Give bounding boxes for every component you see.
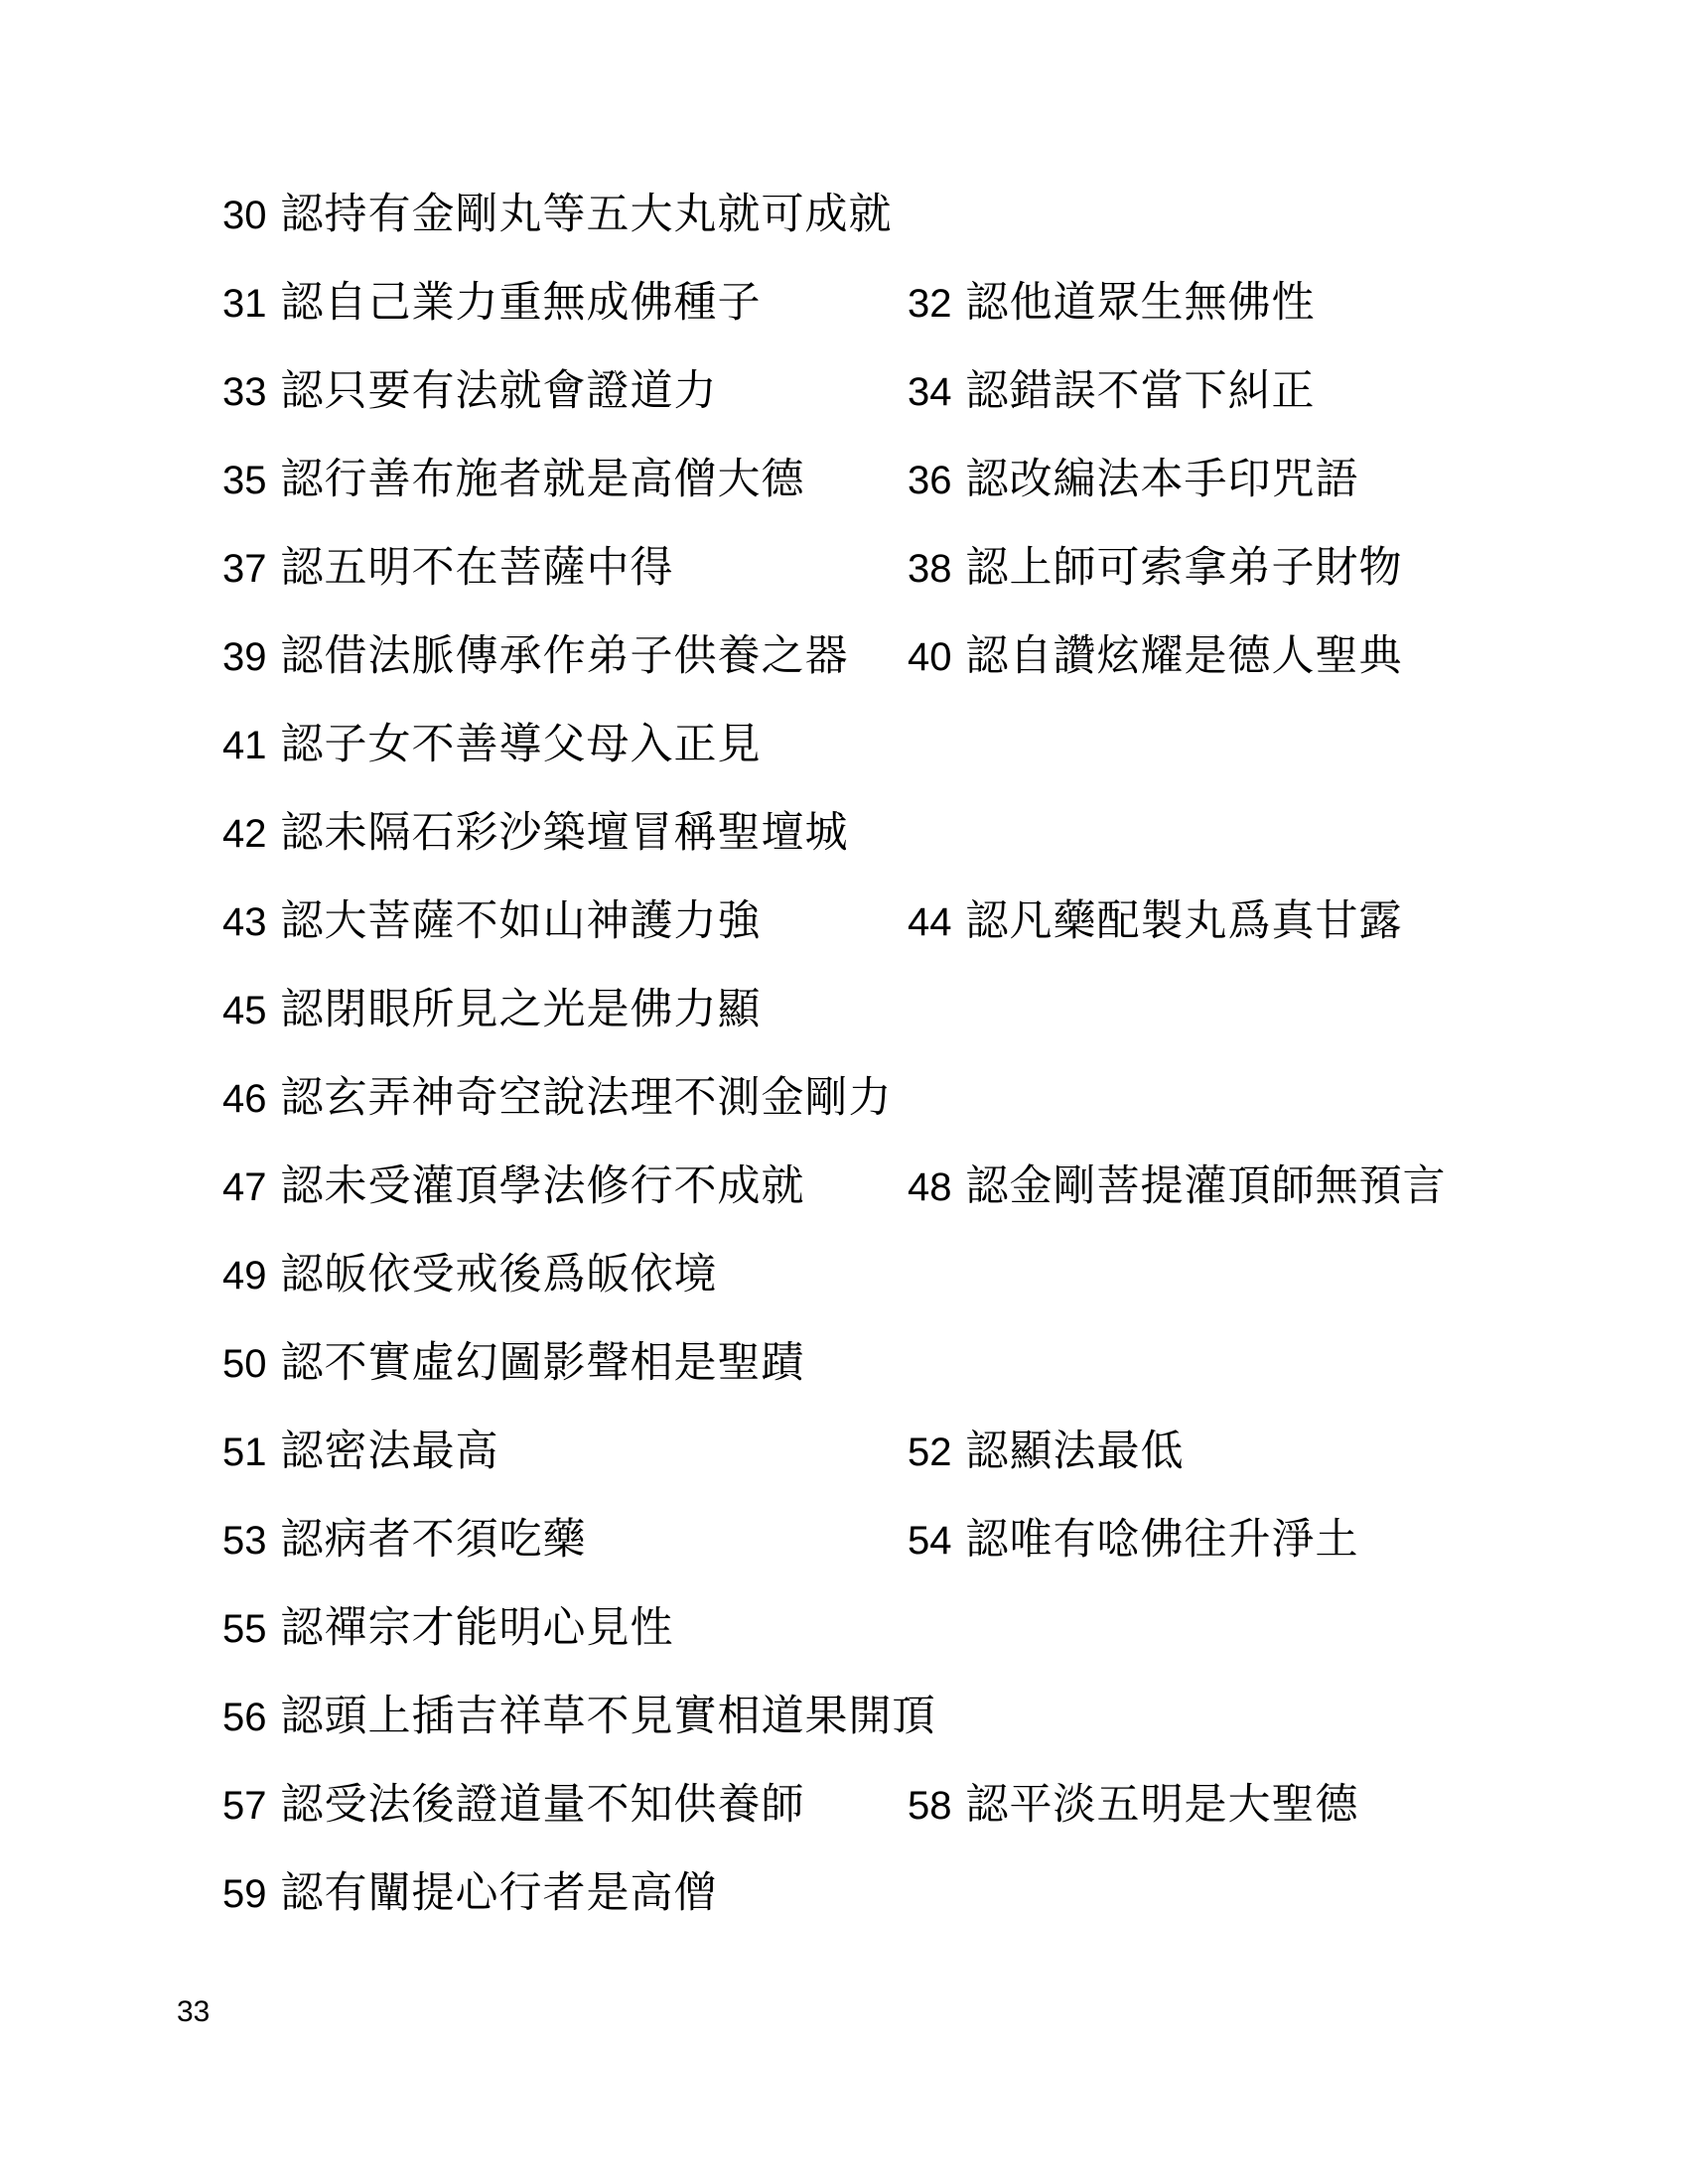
item-number: 32	[908, 281, 952, 326]
list-row	[222, 1673, 1513, 1761]
item-text: 認大菩薩不如山神護力強	[280, 895, 762, 946]
list-item-right	[908, 436, 1359, 525]
item-number: 34	[908, 369, 952, 414]
list-item-right	[908, 524, 1403, 614]
list-item-left	[222, 1584, 908, 1674]
list-item-left	[222, 1761, 908, 1850]
list-row	[222, 1054, 1513, 1143]
list-item-left	[222, 1673, 936, 1762]
item-number: 57	[222, 1783, 267, 1828]
list-item-left	[222, 1231, 908, 1320]
list-item-left	[222, 524, 908, 614]
item-text: 認不實虛幻圖影聲相是聖蹟	[280, 1337, 805, 1388]
item-text: 認他道眾生無佛性	[965, 277, 1316, 328]
list-item-left	[222, 1408, 908, 1497]
item-number: 47	[222, 1164, 267, 1209]
list-item-left	[222, 1849, 908, 1939]
list-item-left	[222, 1054, 908, 1144]
item-number: 50	[222, 1341, 267, 1386]
list-item-left	[222, 1319, 908, 1409]
list-item-right	[908, 1496, 1359, 1585]
item-number: 55	[222, 1606, 267, 1651]
item-text: 認凡藥配製丸爲真甘露	[965, 895, 1403, 946]
item-number: 49	[222, 1253, 267, 1297]
item-number: 33	[222, 369, 267, 414]
list-item-left	[222, 171, 908, 260]
item-text: 認改編法本手印咒語	[965, 454, 1359, 504]
item-text: 認皈依受戒後爲皈依境	[280, 1249, 718, 1299]
page-number: 33	[177, 1995, 211, 2028]
item-text: 認玄弄神奇空說法理不測金剛力	[280, 1072, 893, 1123]
item-text: 認受法後證道量不知供養師	[280, 1779, 805, 1830]
item-text: 認自讚炫耀是德人聖典	[965, 630, 1403, 681]
item-number: 41	[222, 723, 267, 767]
item-number: 36	[908, 458, 952, 502]
item-number: 43	[222, 899, 267, 944]
item-number: 37	[222, 546, 267, 591]
item-text: 認金剛菩提灌頂師無預言	[965, 1160, 1447, 1211]
list-row	[222, 1496, 1513, 1584]
item-number: 30	[222, 193, 267, 237]
item-text: 認頭上插吉祥草不見實相道果開頂	[280, 1691, 936, 1741]
list-row	[222, 171, 1513, 259]
list-row	[222, 1143, 1513, 1231]
item-number: 31	[222, 281, 267, 326]
list-item-right	[908, 1408, 1185, 1497]
list-row	[222, 1761, 1513, 1849]
item-number: 35	[222, 458, 267, 502]
list-item-right	[908, 259, 1316, 348]
list-item-right	[908, 347, 1316, 437]
list-row	[222, 524, 1513, 613]
item-text: 認未受灌頂學法修行不成就	[280, 1160, 805, 1211]
item-number: 42	[222, 811, 267, 856]
list-item-left	[222, 1496, 908, 1585]
item-number: 48	[908, 1164, 952, 1209]
item-text: 認錯誤不當下糾正	[965, 365, 1316, 416]
numbered-list	[222, 171, 1513, 1938]
item-text: 認子女不善導父母入正見	[280, 719, 762, 769]
list-item-right	[908, 1761, 1359, 1850]
item-number: 45	[222, 988, 267, 1032]
list-row	[222, 613, 1513, 701]
item-text: 認唯有唸佛往升淨土	[965, 1514, 1359, 1565]
list-row	[222, 436, 1513, 524]
item-text: 認平淡五明是大聖德	[965, 1779, 1359, 1830]
item-number: 53	[222, 1518, 267, 1563]
item-number: 46	[222, 1076, 267, 1121]
item-text: 認只要有法就會證道力	[280, 365, 718, 416]
item-text: 認五明不在菩薩中得	[280, 542, 674, 593]
item-text: 認未隔石彩沙築壇冒稱聖壇城	[280, 807, 849, 858]
list-item-left	[222, 259, 908, 348]
item-text: 認病者不須吃藥	[280, 1514, 587, 1565]
item-number: 51	[222, 1430, 267, 1474]
list-row	[222, 1849, 1513, 1938]
list-item-left	[222, 1143, 908, 1232]
item-number: 38	[908, 546, 952, 591]
list-item-left	[222, 878, 908, 967]
list-row	[222, 701, 1513, 789]
item-text: 認行善布施者就是高僧大德	[280, 454, 805, 504]
item-text: 認持有金剛丸等五大丸就可成就	[280, 189, 893, 239]
item-text: 認禪宗才能明心見性	[280, 1602, 674, 1653]
list-item-left	[222, 436, 908, 525]
list-item-left	[222, 789, 908, 879]
list-row	[222, 878, 1513, 966]
list-row	[222, 1319, 1513, 1408]
item-number: 54	[908, 1518, 952, 1563]
item-text: 認自己業力重無成佛種子	[280, 277, 762, 328]
item-text: 認上師可索拿弟子財物	[965, 542, 1403, 593]
item-text: 認有闡提心行者是高僧	[280, 1867, 718, 1918]
list-item-left	[222, 701, 908, 790]
list-row	[222, 259, 1513, 347]
list-row	[222, 789, 1513, 878]
list-item-right	[908, 613, 1403, 702]
list-item-right	[908, 1143, 1447, 1232]
item-number: 39	[222, 634, 267, 679]
item-text: 認閉眼所見之光是佛力顯	[280, 984, 762, 1034]
list-item-left	[222, 966, 908, 1055]
list-item-right	[908, 878, 1403, 967]
item-number: 44	[908, 899, 952, 944]
item-text: 認顯法最低	[965, 1426, 1185, 1476]
item-text: 認借法脈傳承作弟子供養之器	[280, 630, 849, 681]
list-item-left	[222, 347, 908, 437]
list-row	[222, 1231, 1513, 1319]
item-text: 認密法最高	[280, 1426, 499, 1476]
list-item-left	[222, 613, 908, 702]
item-number: 59	[222, 1871, 267, 1916]
list-row	[222, 966, 1513, 1054]
list-row	[222, 347, 1513, 436]
list-row	[222, 1584, 1513, 1673]
list-row	[222, 1408, 1513, 1496]
item-number: 56	[222, 1695, 267, 1739]
item-number: 52	[908, 1430, 952, 1474]
item-number: 58	[908, 1783, 952, 1828]
item-number: 40	[908, 634, 952, 679]
